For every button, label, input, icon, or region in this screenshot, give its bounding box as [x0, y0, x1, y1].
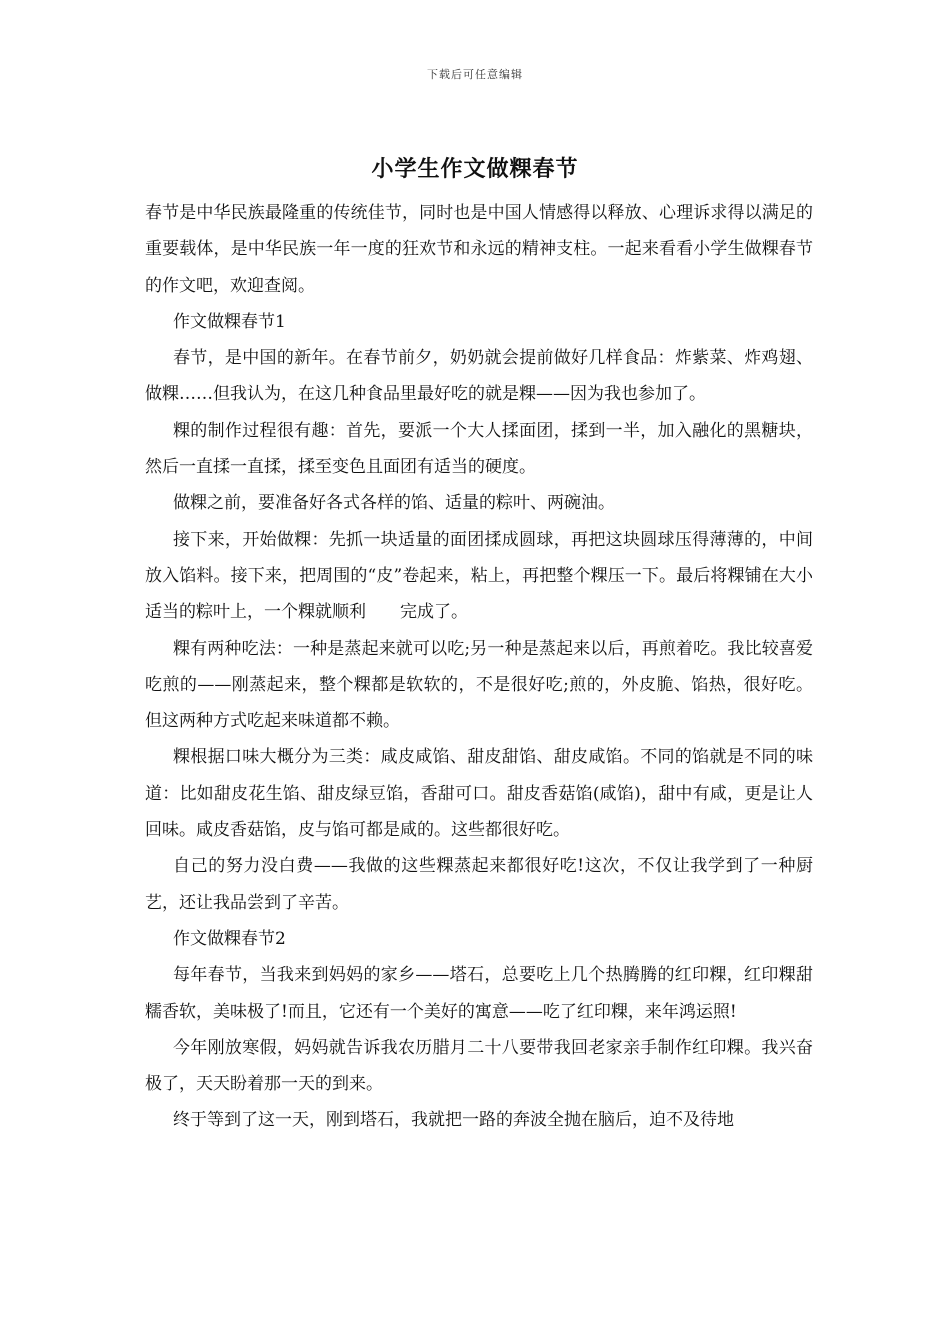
essay-2-heading: 作文做粿春节2 [173, 928, 286, 949]
essay-1-paragraph-4: 接下来，开始做粿：先抓一块适量的面团揉成圆球，再把这块圆球压得薄薄的，中间放入馅料。接下来，把周围的“皮”卷起来，粘上，再把整个粿压一下。最后将粿铺在大小适当的粽叶上，一个粿就顺利 完成了。 [145, 529, 813, 623]
essay-1-paragraph-5: 粿有两种吃法：一种是蒸起来就可以吃;另一种是蒸起来以后，再煎着吃。我比较喜爱吃煎的——刚蒸起来，整个粿都是软软的，不是很好吃;煎的，外皮脆、馅热，很好吃。但这两种方式吃起来味道都不赖。 [145, 638, 813, 732]
essay-1-paragraph-3: 做粿之前，要准备好各式各样的馅、适量的粽叶、两碗油。 [173, 493, 615, 514]
essay-2-paragraph-2: 今年刚放寒假，妈妈就告诉我农历腊月二十八要带我回老家亲手制作红印粿。我兴奋极了，天天盼着那一天的到来。 [145, 1037, 813, 1095]
document-body [145, 195, 813, 1139]
essay-1-paragraph-6: 粿根据口味大概分为三类：咸皮咸馅、甜皮甜馅、甜皮咸馅。不同的馅就是不同的味道：比如甜皮花生馅、甜皮绿豆馅，香甜可口。甜皮香菇馅(咸馅)，甜中有咸，更是让人回味。咸皮香菇馅，皮与馅可都是咸的。这些都很好吃。 [145, 747, 813, 841]
header-note: 下载后可任意编辑 [427, 68, 523, 81]
essay-1-paragraph-7: 自己的努力没白费——我做的这些粿蒸起来都很好吃!这次，不仅让我学到了一种厨艺，还让我品尝到了辛苦。 [145, 856, 813, 913]
essay-1-heading: 作文做粿春节1 [173, 311, 286, 332]
essay-2-paragraph-1: 每年春节，当我来到妈妈的家乡——塔石，总要吃上几个热腾腾的红印粿，红印粿甜糯香软，美味极了!而且，它还有一个美好的寓意——吃了红印粿，来年鸿运照! [145, 965, 813, 1022]
document-title: 小学生作文做粿春节 [371, 156, 579, 182]
essay-2-paragraph-3: 终于等到了这一天，刚到塔石，我就把一路的奔波全抛在脑后，迫不及待地 [173, 1110, 734, 1131]
intro-paragraph: 春节是中华民族最隆重的传统佳节，同时也是中国人情感得以释放、心理诉求得以满足的重要载体，是中华民族一年一度的狂欢节和永远的精神支柱。一起来看看小学生做粿春节的作文吧，欢迎查阅。 [145, 203, 813, 296]
essay-1-paragraph-1: 春节，是中国的新年。在春节前夕，奶奶就会提前做好几样食品：炸紫菜、炸鸡翅、做粿……但我认为，在这几种食品里最好吃的就是粿——因为我也参加了。 [145, 348, 813, 405]
essay-1-paragraph-2: 粿的制作过程很有趣：首先，要派一个大人揉面团，揉到一半，加入融化的黑糖块，然后一直揉一直揉，揉至变色且面团有适当的硬度。 [145, 420, 813, 478]
